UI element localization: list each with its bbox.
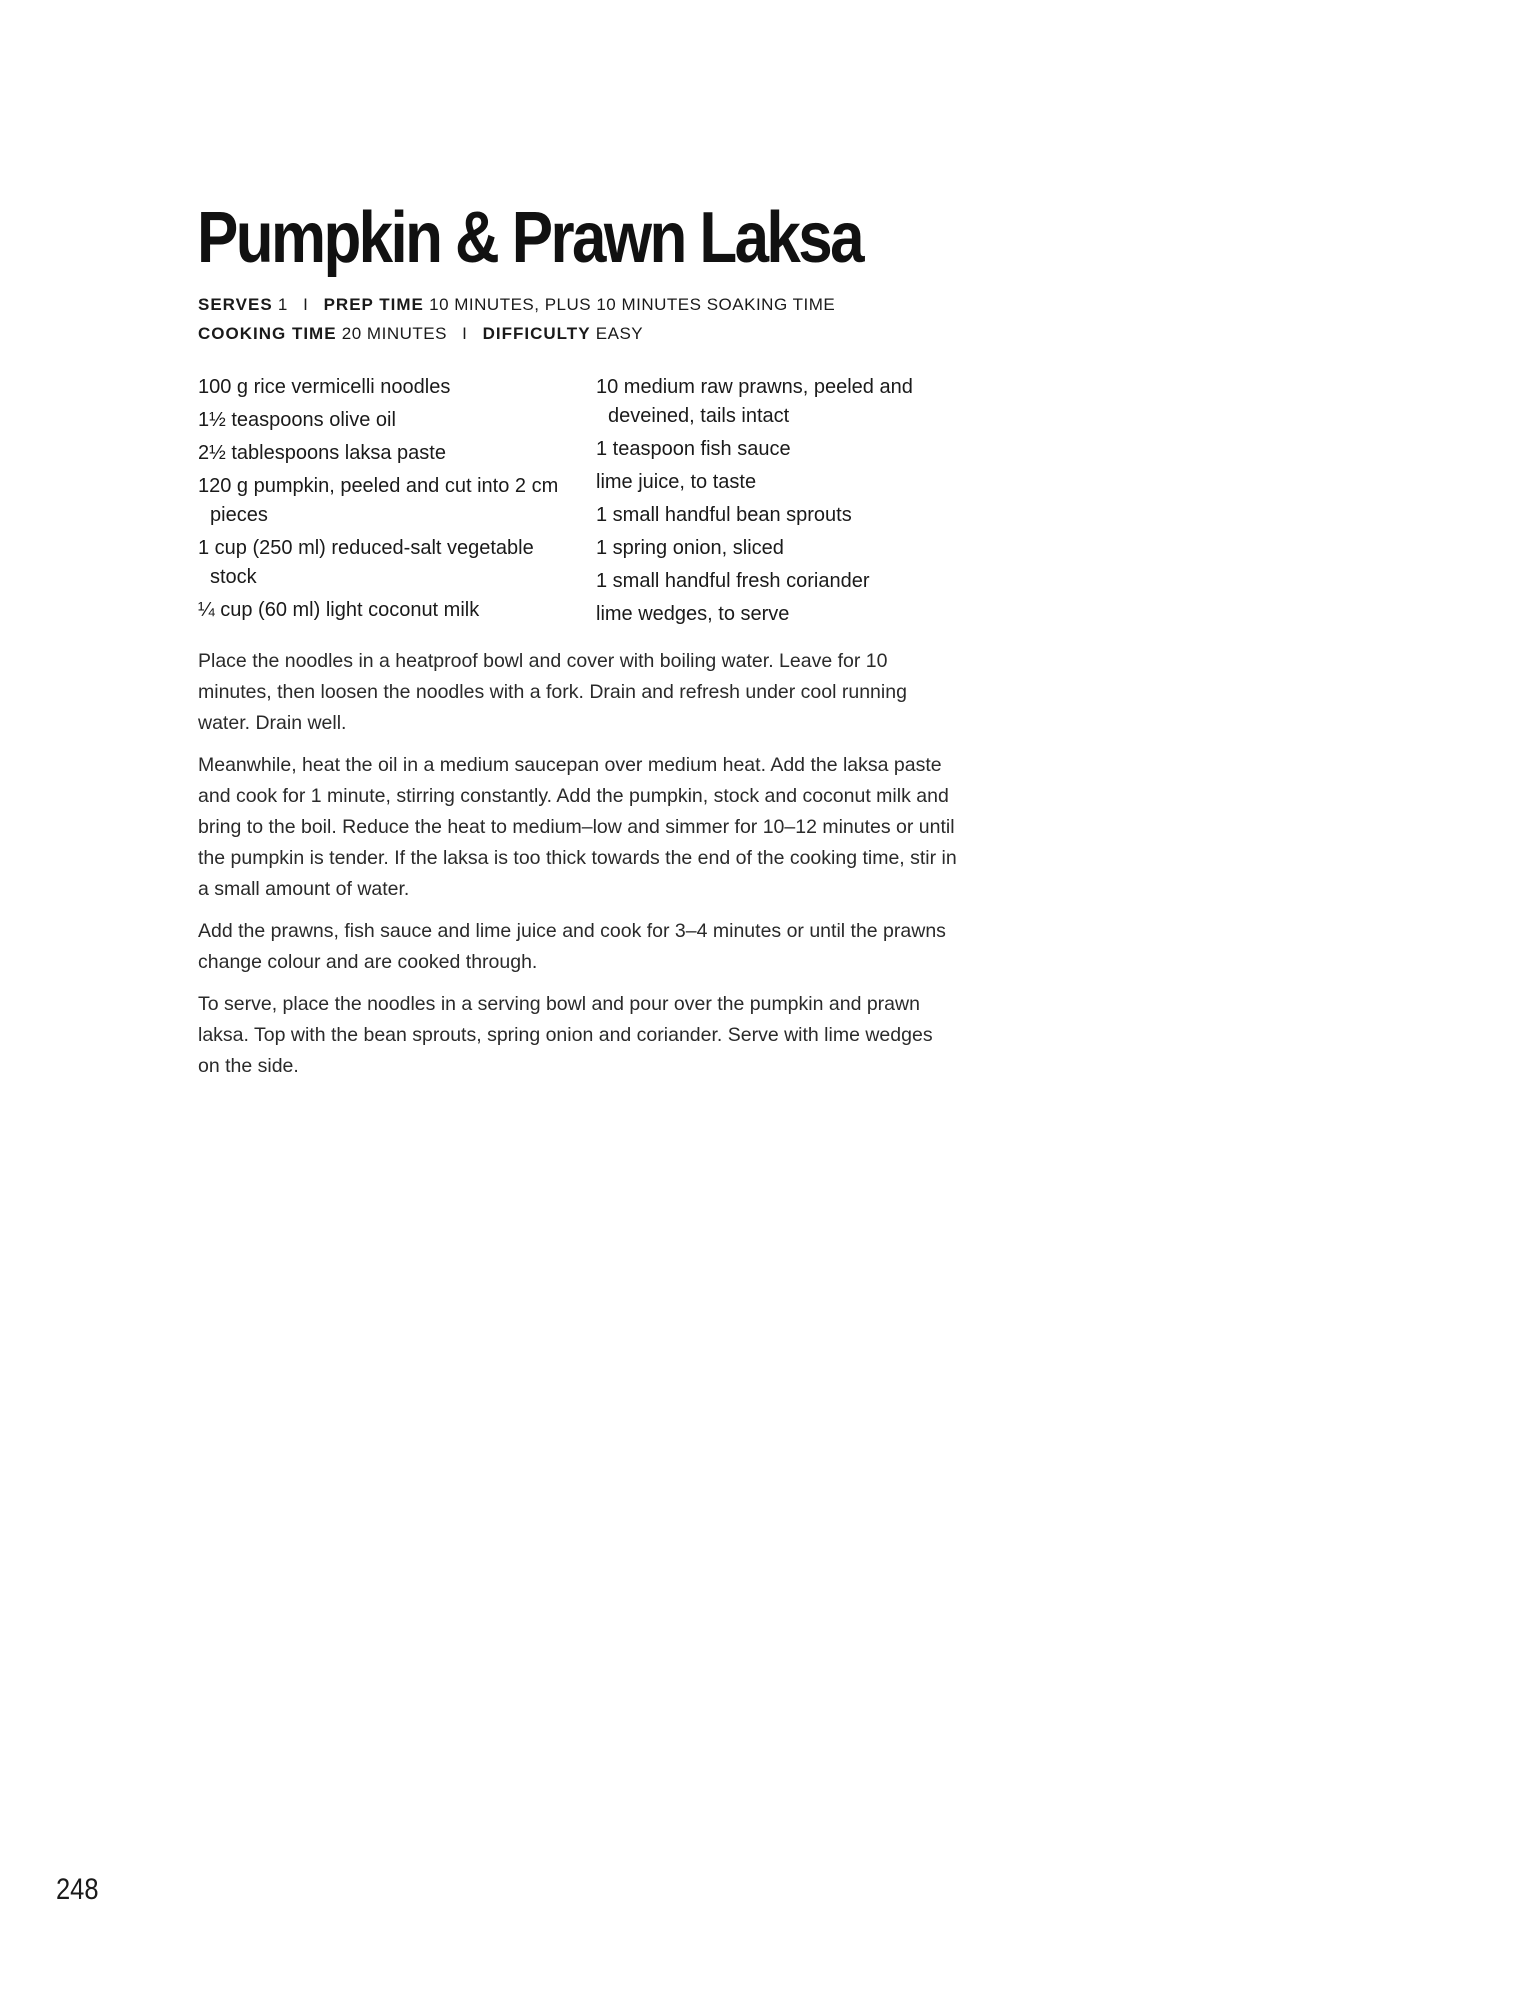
ingredient-item: ¼ cup (60 ml) light coconut milk: [198, 599, 480, 621]
prep-time-value: 10 MINUTES, PLUS 10 MINUTES SOAKING TIME: [429, 295, 836, 314]
ingredient-item: 1 spring onion, sliced: [596, 537, 784, 559]
method-step: To serve, place the noodles in a serving bowl and pour over the pumpkin and prawn laksa. Top with the bean sprouts, spring onion and coriander. Serve with lime wedges on the side.: [198, 993, 933, 1077]
ingredients-list-left: [198, 373, 578, 629]
ingredients-list-right: [596, 373, 976, 633]
cooking-time-value: 20 MINUTES: [341, 324, 447, 343]
difficulty-value: EASY: [595, 324, 644, 343]
prep-time-label: PREP TIME: [323, 295, 424, 314]
page-number: 248: [56, 1873, 99, 1906]
recipe-meta: [198, 290, 835, 348]
serves-value: 1: [277, 295, 288, 314]
ingredient-item: 1 cup (250 ml) reduced-salt vegetable stock: [198, 537, 534, 588]
serves-label: SERVES: [198, 295, 273, 314]
ingredient-item: 100 g rice vermicelli noodles: [198, 376, 451, 398]
ingredient-item: lime juice, to taste: [596, 471, 757, 493]
recipe-title: Pumpkin & Prawn Laksa: [197, 198, 863, 278]
ingredient-item: lime wedges, to serve: [596, 603, 790, 625]
method-step: Add the prawns, fish sauce and lime juice and cook for 3–4 minutes or until the prawns change colour and are cooked through.: [198, 920, 946, 973]
meta-separator: I: [303, 295, 309, 314]
method-step: Meanwhile, heat the oil in a medium saucepan over medium heat. Add the laksa paste and cook for 1 minute, stirring constantly. Add the pumpkin, stock and coconut milk and bring to the boil. Reduce the heat to medium–low and simmer for 10–12 minutes or until the pumpkin is tender. If the laksa is too thick towards the end of the cooking time, stir in a small amount of water.: [198, 754, 957, 900]
ingredient-item: 1 teaspoon fish sauce: [596, 438, 791, 460]
ingredient-item: 10 medium raw prawns, peeled and deveined, tails intact: [596, 376, 913, 427]
meta-row-1: [198, 290, 835, 319]
cooking-time-label: COOKING TIME: [198, 324, 337, 343]
ingredient-item: 1 small handful fresh coriander: [596, 570, 870, 592]
method-section: [198, 646, 958, 1093]
ingredient-item: 2½ tablespoons laksa paste: [198, 442, 446, 464]
method-step: Place the noodles in a heatproof bowl and cover with boiling water. Leave for 10 minutes, then loosen the noodles with a fork. Drain and refresh under cool running water. Drain well.: [198, 650, 907, 734]
ingredient-item: 120 g pumpkin, peeled and cut into 2 cm pieces: [198, 475, 559, 526]
ingredient-item: 1½ teaspoons olive oil: [198, 409, 396, 431]
meta-row-2: [198, 319, 835, 348]
ingredient-item: 1 small handful bean sprouts: [596, 504, 852, 526]
meta-separator: I: [462, 324, 468, 343]
difficulty-label: DIFFICULTY: [482, 324, 591, 343]
